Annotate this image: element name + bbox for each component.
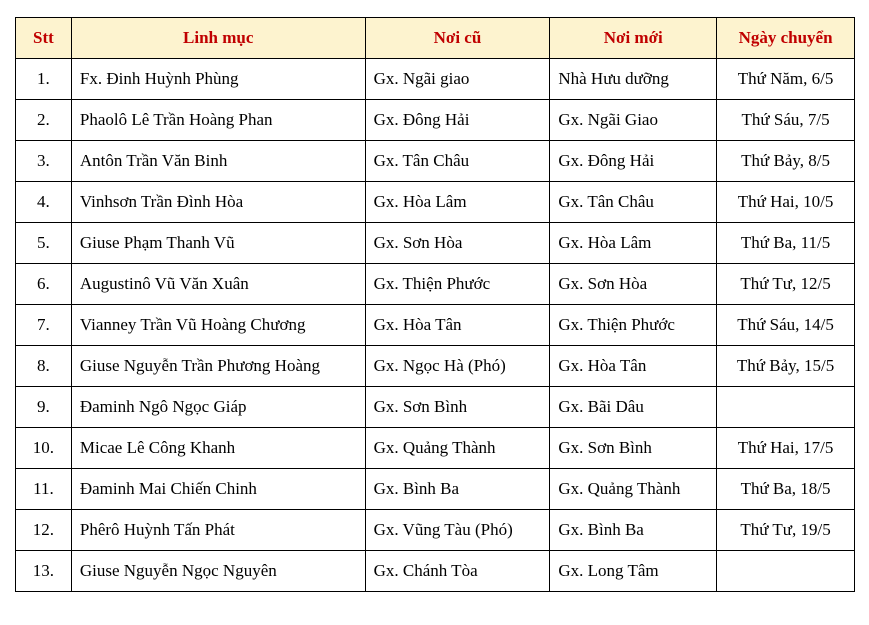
cell-transfer-date: Thứ Ba, 11/5 [717, 223, 855, 264]
table-row [16, 264, 855, 305]
header-new-place: Nơi mới [550, 18, 717, 59]
cell-old-place: Gx. Sơn Hòa [365, 223, 550, 264]
cell-priest: Augustinô Vũ Văn Xuân [71, 264, 365, 305]
cell-priest: Phaolô Lê Trần Hoàng Phan [71, 100, 365, 141]
table-row [16, 469, 855, 510]
cell-transfer-date: Thứ Bảy, 15/5 [717, 346, 855, 387]
cell-transfer-date: Thứ Năm, 6/5 [717, 59, 855, 100]
header-stt: Stt [16, 18, 72, 59]
header-transfer-date: Ngày chuyển [717, 18, 855, 59]
table-header [16, 18, 855, 59]
cell-transfer-date [717, 387, 855, 428]
cell-stt: 8. [16, 346, 72, 387]
cell-transfer-date: Thứ Ba, 18/5 [717, 469, 855, 510]
cell-new-place: Gx. Long Tâm [550, 551, 717, 592]
cell-stt: 7. [16, 305, 72, 346]
cell-stt: 1. [16, 59, 72, 100]
table-row [16, 182, 855, 223]
cell-new-place: Gx. Ngãi Giao [550, 100, 717, 141]
cell-new-place: Gx. Tân Châu [550, 182, 717, 223]
table-row [16, 428, 855, 469]
cell-new-place: Nhà Hưu dưỡng [550, 59, 717, 100]
header-priest: Linh mục [71, 18, 365, 59]
cell-new-place: Gx. Hòa Lâm [550, 223, 717, 264]
cell-stt: 5. [16, 223, 72, 264]
cell-stt: 11. [16, 469, 72, 510]
cell-new-place: Gx. Sơn Hòa [550, 264, 717, 305]
cell-stt: 13. [16, 551, 72, 592]
table-row [16, 387, 855, 428]
cell-new-place: Gx. Sơn Bình [550, 428, 717, 469]
cell-new-place: Gx. Thiện Phước [550, 305, 717, 346]
table-row [16, 305, 855, 346]
table-row [16, 223, 855, 264]
table-row [16, 346, 855, 387]
table-body [16, 59, 855, 592]
cell-old-place: Gx. Tân Châu [365, 141, 550, 182]
cell-old-place: Gx. Thiện Phước [365, 264, 550, 305]
cell-stt: 9. [16, 387, 72, 428]
cell-new-place: Gx. Hòa Tân [550, 346, 717, 387]
cell-priest: Vianney Trần Vũ Hoàng Chương [71, 305, 365, 346]
cell-old-place: Gx. Hòa Tân [365, 305, 550, 346]
cell-old-place: Gx. Ngãi giao [365, 59, 550, 100]
cell-old-place: Gx. Bình Ba [365, 469, 550, 510]
cell-stt: 12. [16, 510, 72, 551]
cell-old-place: Gx. Quảng Thành [365, 428, 550, 469]
cell-priest: Đaminh Mai Chiến Chinh [71, 469, 365, 510]
cell-priest: Antôn Trần Văn Binh [71, 141, 365, 182]
cell-stt: 10. [16, 428, 72, 469]
cell-new-place: Gx. Bãi Dâu [550, 387, 717, 428]
cell-priest: Micae Lê Công Khanh [71, 428, 365, 469]
cell-stt: 2. [16, 100, 72, 141]
cell-old-place: Gx. Chánh Tòa [365, 551, 550, 592]
cell-stt: 6. [16, 264, 72, 305]
cell-new-place: Gx. Đông Hải [550, 141, 717, 182]
cell-old-place: Gx. Hòa Lâm [365, 182, 550, 223]
cell-transfer-date: Thứ Hai, 10/5 [717, 182, 855, 223]
cell-stt: 4. [16, 182, 72, 223]
cell-priest: Giuse Nguyễn Trần Phương Hoàng [71, 346, 365, 387]
table-row [16, 141, 855, 182]
cell-priest: Đaminh Ngô Ngọc Giáp [71, 387, 365, 428]
transfer-table [15, 17, 855, 592]
cell-transfer-date: Thứ Sáu, 7/5 [717, 100, 855, 141]
cell-transfer-date [717, 551, 855, 592]
cell-priest: Giuse Nguyễn Ngọc Nguyên [71, 551, 365, 592]
cell-transfer-date: Thứ Tư, 12/5 [717, 264, 855, 305]
header-old-place: Nơi cũ [365, 18, 550, 59]
cell-transfer-date: Thứ Hai, 17/5 [717, 428, 855, 469]
cell-stt: 3. [16, 141, 72, 182]
cell-transfer-date: Thứ Tư, 19/5 [717, 510, 855, 551]
cell-new-place: Gx. Quảng Thành [550, 469, 717, 510]
cell-priest: Giuse Phạm Thanh Vũ [71, 223, 365, 264]
table-row [16, 510, 855, 551]
cell-priest: Fx. Đinh Huỳnh Phùng [71, 59, 365, 100]
cell-transfer-date: Thứ Sáu, 14/5 [717, 305, 855, 346]
table-row [16, 551, 855, 592]
cell-new-place: Gx. Bình Ba [550, 510, 717, 551]
cell-priest: Phêrô Huỳnh Tấn Phát [71, 510, 365, 551]
table-row [16, 59, 855, 100]
cell-old-place: Gx. Vũng Tàu (Phó) [365, 510, 550, 551]
cell-old-place: Gx. Ngọc Hà (Phó) [365, 346, 550, 387]
cell-old-place: Gx. Sơn Bình [365, 387, 550, 428]
table-row [16, 100, 855, 141]
header-row [16, 18, 855, 59]
cell-priest: Vinhsơn Trần Đình Hòa [71, 182, 365, 223]
cell-transfer-date: Thứ Bảy, 8/5 [717, 141, 855, 182]
cell-old-place: Gx. Đông Hải [365, 100, 550, 141]
